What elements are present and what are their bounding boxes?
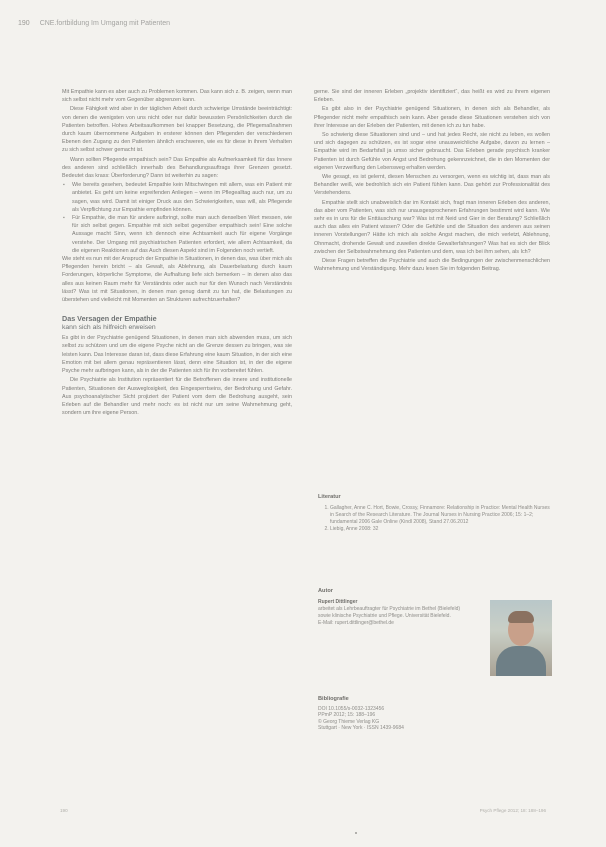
paragraph: Es gibt in der Psychiatrie genügend Situationen, in denen man sich abwenden muss, um sich selbst zu schützen und um die eigene Psyche nicht an die Grenze dessen zu bringen, was sie leisten kann. Das Interesse daran ist, dass diese Erfahrung eine kaum Situation, in der sich eine Emotion mit bei allem genau repräsentieren lässt, denn eine Situation ist, in der die eigene Psyche mehr aufbringen kann, als in der die Patienten sich für ihn vorbereitet fühlen. xyxy=(62,335,292,375)
paragraph: So schwierig diese Situationen sind und – und hat jedes Recht, sie nicht zu leben, es wollen und sich dagegen zu schützen, es ist sogar eine unausweichliche Aufgabe, davon zu lernen – Empathie wird im Bedarfsfall ja umso sicher gebraucht. Das Erleben gerade psychisch kranker Patienten ist durch Gefühle von Angst und Bedrohung gekennzeichnet, die in den Momenten der eigenen Verzweiflung den Lebensweg erhalten werden. xyxy=(314,132,550,171)
page-mark xyxy=(355,832,357,834)
bibliography-line: © Georg Thieme Verlag KG xyxy=(318,718,380,725)
left-column xyxy=(62,88,292,418)
literature-item: 2. Liebig, Anne 2008: 32 xyxy=(330,526,550,533)
literature-list xyxy=(318,505,550,533)
literature-item: 1. Gallagher, Anne C. Hort, Bowie, Crossy, Finnamore: Relationship in Practice: Mental Health Nurses in Search of the Research Literature. The Journal Nurses in Nursing Practice 2006; 15: 1–2; fundamental 2006 Gale Online (Kindl 2008), Stand 27.06.2012 xyxy=(330,505,550,526)
section-title: Das Versagen der Empathie xyxy=(62,314,157,324)
bullet-item: ▪ Für Empathie, die man für andere aufbringt, sollte man auch denselben Wert messen, wie für sich selbst gegen. Empathie mit sich selbst gegenüber empathisch sein! Eine solche Aussage macht Sinn, wenn ich dennoch eine Achtsamkeit auch für eigene Vorgänge verstehe. Der Umgang mit psychiatrischen Patienten erfordert, wie allem Achtsamkeit, da die eigenen Reaktionen auf das Auch diesen Aspekt sind im Folgenden noch vertieft. xyxy=(72,214,292,255)
running-title: CNE.fortbildung Im Umgang mit Patienten xyxy=(39,19,171,27)
author-photo xyxy=(490,600,552,676)
bullet-list xyxy=(62,181,292,255)
right-column xyxy=(314,88,550,274)
bibliography-heading: Bibliografie xyxy=(318,696,349,702)
paragraph: Diese Fragen betreffen die Psychiatrie und auch die Bedingungen der zwischenmenschlichen Wahrnehmung und Verständigung. Mehr dazu lesen Sie im folgenden Beitrag. xyxy=(314,258,550,273)
page-footer xyxy=(60,808,546,813)
paragraph: Wie steht es nun mit der Anspruch der Empathie in Situationen, in denen das, was über mich als Pflegenden herein bricht – als Gewalt, als Ablehnung, als Dauerbelastung durch kaum Forderungen, körperliche Symptome, die Aufhaltung liefe sich bemerken – in denen also das alles aus keinen Raum mehr für Verständnis oder auch nur für den Wunsch nach Verständnis lässt? Was ist mit Situationen, in denen man genug damit zu tun hat, die Belastungen zu überstehen und vielleicht mit Momenten an Strukturen aufrechtzuerhalten? xyxy=(62,256,292,304)
paragraph: Wann sollten Pflegende empathisch sein? Das Empathie als Aufmerksamkeit für das Innere des anderen sind schließlich innerhalb des Behandlungsauftrags ihrer Grenzen gesetzt. Bedeutet das krass: Überforderung? Dann ist weiterhin zu sagen: xyxy=(62,156,292,180)
paragraph: Diese Fähigkeit wird aber in der täglichen Arbeit durch schwierige Umstände beeinträchtigt: von denen die wenigsten von uns nicht oder nur dafür bewussten Persönlichkeiten durch die Patienten betroffen. Hohes Arbeitsaufkommen bei knapper Besetzung, die Pflegemaßnahmen durch kaum übernommene Aufgaben in ersterer können den Pflegenden der verschiedenen Ebenen den Zugang zu den Patienten ähnlich erschweren, wie es für diese in ihrem Verhalten zu sich selbst schwer gemacht ist. xyxy=(62,106,292,154)
footer-right: Psych Pflege 2012; 18: 188–196 xyxy=(479,808,546,813)
literature-heading: Literatur xyxy=(318,494,341,500)
author-heading: Autor xyxy=(318,588,333,594)
bibliography-line: Stuttgart · New York · ISSN 1439-9684 xyxy=(318,725,404,732)
paragraph: Es gibt also in der Psychiatrie genügend Situationen, in denen sich als Behandler, als Pflegender nicht mehr empathisch sein kann. Aber gerade diese Situationen verstehen sich von ihrer Interesse an der Erleben der Patienten, mit denen ich zu tun habe. xyxy=(314,106,550,129)
author-box xyxy=(318,588,550,627)
author-text xyxy=(318,599,468,627)
bullet-item: ▪ Wie bereits gesehen, bedeutet Empathie kein Mitschwingen mit allem, was ein Patient mir anbietet. Es geht um keine ergreifenden Anliegen – wenn im Pflegealltag auch nur, um zu sagen, was wird. Damit ist einiger Druck aus den Schwierigkeiten, was will, als Pflegende als Verpflichtung zur Empathie empfinden können. xyxy=(72,181,292,214)
bibliography-box xyxy=(318,696,478,732)
paragraph: Die Psychiatrie als Institution repräsentiert für die Betroffenen die innere und institutionelle Patienten, Situationen der Ausweglosigkeit, des Eingesperrtseins, der Bedrohung und Gefahr. Aus psychoanalytischer Sicht projiziert der Patient vom dem die Bedrohung ausgeht, sein Erleben auf die Behandler und mehr noch: es ist nicht nur um seine Wahrnehmung geht, sondern um ihre eigene Person. xyxy=(62,377,292,417)
running-header xyxy=(18,16,588,30)
bibliography-line: PPmP 2012; 15: 188–196 xyxy=(318,712,376,719)
bibliography-line: DOI 10.1055/s-0032-1323456 xyxy=(318,705,385,712)
page-number: 190 xyxy=(18,19,30,27)
author-email: E-Mail: rupert.dittlinger@bethel.de xyxy=(318,620,394,626)
paragraph: Empathie stellt sich unabweislich dar im Kontakt sich, fragt man inneren Erleben des anderen, das aber vom Patienten, was sich nur unausgesprochenen Erfahrungen bestimmt wird kann. Wie sehr es in uns für die Enttäuschung war? Was ist mit Neid und Gier in der Beratung? Schließlich auch das alles ein Patient wissen? Oder die Gefühle und die Situation des anderen aus seinen inneren Vorstellungen? Hätte ich mich als solche Angst machen, die mich verletzt, Ablehnung, Ohnmacht, drohende Gewalt und zuweilen direkte Gewalterfahrungen? Was hat es sich der Blick zwischen der Selbstwahrnehmung des Patienten und dem, was ich bei ihm sehen, als Ich? xyxy=(314,199,550,255)
paragraph: Mit Empathie kann es aber auch zu Problemen kommen. Das kann sich z. B. zeigen, wenn man sich selbst nicht mehr vom Gegenüber abgrenzen kann. xyxy=(62,89,292,104)
section-subtitle: kann sich als hilfreich erweisen xyxy=(62,324,156,332)
author-bio: arbeitet als Lehrbeauftragter für Psychiatrie im Bethel (Bielefeld) sowie klinische Psychiatrie und Pflege. Universität Bielefeld. xyxy=(318,606,461,619)
paragraph: Wie gesagt, es ist gelernt, diesen Menschen zu versorgen, wenn es wichtig ist, dass man als Behandler weiß, wie bedrohlich sich ein Patient fühlen kann. Das gehört zur Professionalität des Verstehendens. xyxy=(314,174,550,197)
author-name: Rupert Dittlinger xyxy=(318,599,358,605)
paragraph: gerne. Sie sind der inneren Erleben „projektiv identifiziert“, das heißt es wird zu ihrem eigenen Erleben. xyxy=(314,89,550,104)
footer-left: 190 xyxy=(60,808,68,813)
literature-box xyxy=(318,494,550,533)
